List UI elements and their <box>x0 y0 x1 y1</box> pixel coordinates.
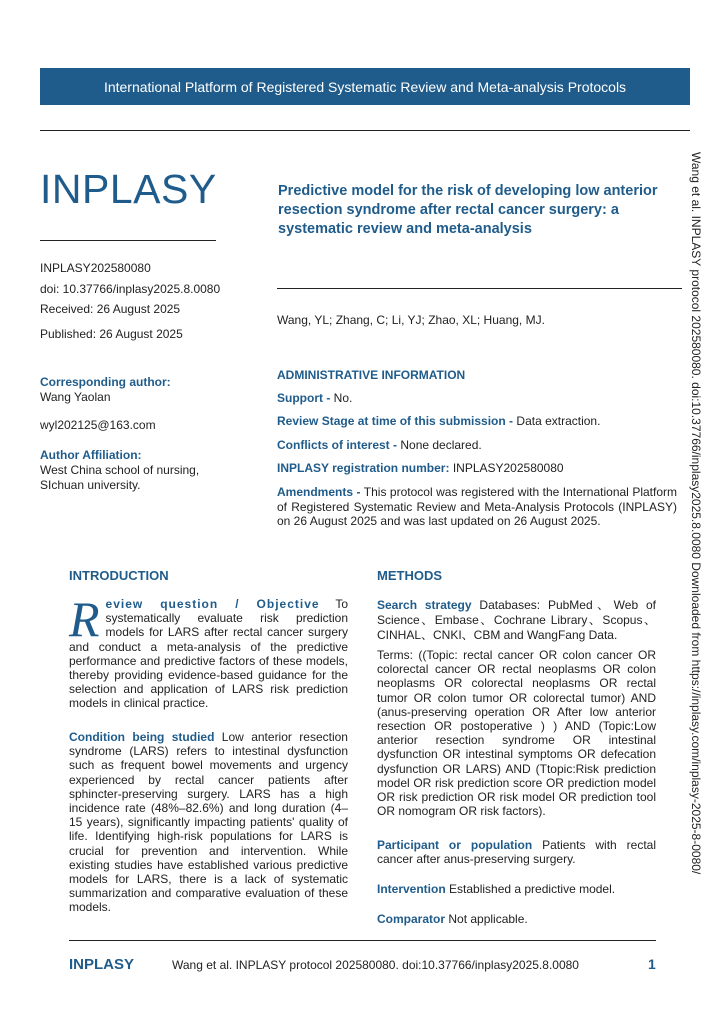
search-strategy-label: Search strategy <box>377 598 472 612</box>
condition-paragraph <box>69 730 348 915</box>
intervention-text: Established a predictive model. <box>445 882 616 896</box>
coi-label: Conflicts of interest - <box>277 438 398 452</box>
participants-text: Patients with rectal cancer after anus-preserving surgery. <box>377 838 656 867</box>
amend-value: This protocol was registered with the International Platform of Registered Systematic Review and Meta-Analysis Protocols (INPLASY) on 26 August 2025 and was last updated on 26 August 2025. <box>277 485 677 528</box>
admin-amendments <box>277 485 677 529</box>
protocol-id: INPLASY202580080 <box>40 261 151 275</box>
search-terms-paragraph: Terms: ((Topic: rectal cancer OR colon cancer OR colorectal cancer OR rectal neoplasms OR colon neoplasms OR colorectal neoplasms OR rectal tumor OR colon tumor OR colorectal tumor) AND (anus-preserving operation OR After low anterior resection OR postoperative ) ) AND (Topic:Low anterior resection syndrome OR intestinal dysfunction OR intestinal symptoms OR defecation dysfunction OR LARS) AND (Ttopic:Risk prediction model OR risk prediction score OR prediction model OR risk prediction OR risk model OR prediction tool OR nomogram OR risk factors). <box>377 648 656 819</box>
comparator-label: Comparator <box>377 912 446 926</box>
condition-label: Condition being studied <box>69 730 215 744</box>
admin-conflicts <box>277 438 677 452</box>
intervention-paragraph <box>377 882 656 896</box>
admin-support <box>277 391 677 405</box>
admin-heading: ADMINISTRATIVE INFORMATION <box>277 368 466 382</box>
banner-text: International Platform of Registered Systematic Review and Meta-analysis Protocols <box>103 78 627 95</box>
support-value: No. <box>330 391 353 405</box>
stage-label: Review Stage at time of this submission - <box>277 414 514 428</box>
condition-text: Low anterior resection syndrome (LARS) refers to intestinal dysfunction such as frequent bowel movements and urgency experienced by rectal cancer patients after sphincter-preserving surgery. LARS has a high incidence rate (48%–82.6%) and long duration (4–15 years), significantly impacting patients' quality of life. Identifying high-risk populations for LARS is crucial for prevention and intervention. While existing studies have established various predictive models for LARS, there is a lack of systematic summarization and comparative evaluation of these models. <box>69 730 348 915</box>
admin-registration <box>277 461 677 475</box>
title-divider <box>277 288 682 289</box>
authors: Wang, YL; Zhang, C; Li, YJ; Zhao, XL; Huang, MJ. <box>277 313 545 327</box>
doi: doi: 10.37766/inplasy2025.8.0080 <box>40 282 221 296</box>
review-question-text: To systematically evaluate risk prediction models for LARS after rectal cancer surgery and conduct a meta-analysis of the predictive performance and predictive factors of these models, thereby providing evidence-based guidance for the selection and application of LARS risk prediction models in clinical practice. <box>69 597 349 711</box>
admin-review-stage <box>277 414 677 428</box>
reg-label: INPLASY registration number: <box>277 461 450 475</box>
participants-label: Participant or population <box>377 838 533 852</box>
support-label: Support - <box>277 391 331 405</box>
search-strategy-text: Databases: PubMed、Web of Science、Embase、Cochrane Library、Scopus、CINHAL、CNKI、CBM and WangFang Data. <box>377 598 656 642</box>
review-question-label: eview question / Objective <box>105 597 320 611</box>
reg-value: INPLASY202580080 <box>449 461 564 475</box>
header-banner <box>40 68 690 105</box>
dropcap-letter: R <box>69 591 100 647</box>
introduction-heading: INTRODUCTION <box>69 568 169 583</box>
side-download-note: Wang et al. INPLASY protocol 202580080. doi:10.37766/inplasy2025.8.0080 Downloaded from https://inplasy.com/inplasy-2025-8-0080/ <box>689 152 703 875</box>
affiliation-line2: SIchuan university. <box>40 478 141 492</box>
methods-heading: METHODS <box>377 568 442 583</box>
logo-divider <box>40 240 216 241</box>
footer-divider <box>69 940 656 941</box>
paper-title: Predictive model for the risk of developing low anterior resection syndrome after rectal cancer surgery: a systematic review and meta-analysis <box>278 183 658 237</box>
amend-label: Amendments - <box>277 485 361 499</box>
received-date: Received: 26 August 2025 <box>40 302 181 316</box>
participants-paragraph <box>377 838 656 866</box>
corresponding-author-name: Wang Yaolan <box>40 390 111 404</box>
comparator-text: Not applicable. <box>445 912 528 926</box>
intervention-label: Intervention <box>377 882 446 896</box>
footer-citation: Wang et al. INPLASY protocol 202580080. doi:10.37766/inplasy2025.8.0080 <box>172 958 579 972</box>
inplasy-logo: INPLASY <box>40 166 217 212</box>
coi-value: None declared. <box>397 438 482 452</box>
page-number: 1 <box>648 956 656 972</box>
comparator-paragraph <box>377 912 656 926</box>
affiliation-line1: West China school of nursing, <box>40 463 200 477</box>
corresponding-author-email[interactable]: wyl202125@163.com <box>40 418 156 432</box>
stage-value: Data extraction. <box>513 414 601 428</box>
affiliation-label: Author Affiliation: <box>40 448 142 462</box>
search-strategy-paragraph <box>377 598 656 643</box>
review-question-paragraph <box>69 591 349 711</box>
published-date: Published: 26 August 2025 <box>40 327 183 341</box>
footer-brand: INPLASY <box>69 956 135 973</box>
corresponding-author-label: Corresponding author: <box>40 375 171 389</box>
top-divider <box>40 130 690 131</box>
